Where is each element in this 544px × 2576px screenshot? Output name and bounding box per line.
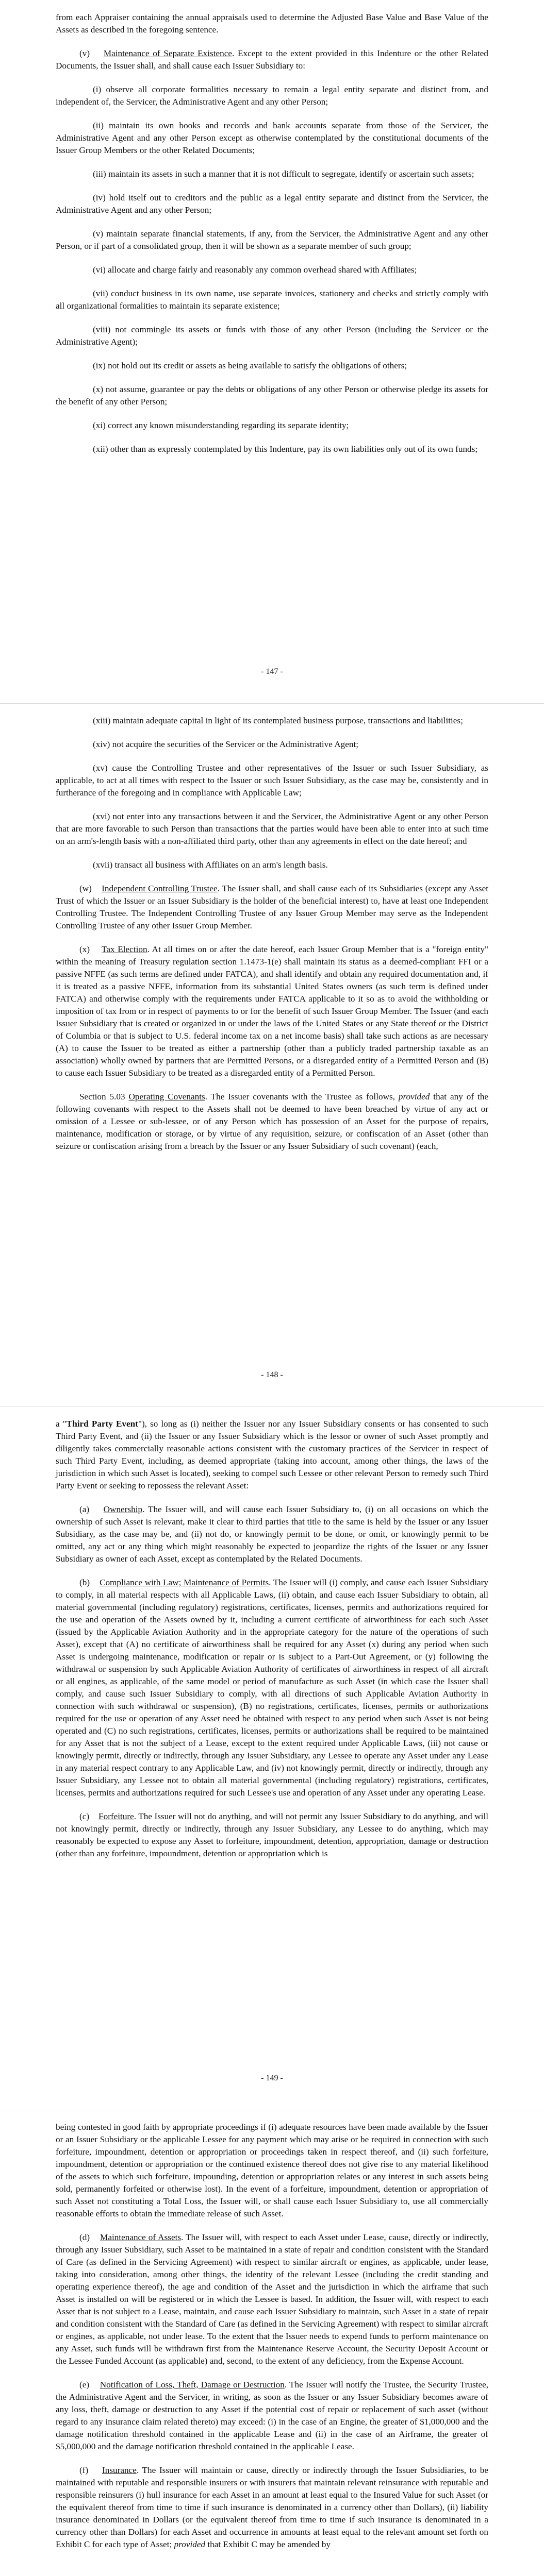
section-number: (a): [79, 1504, 90, 1514]
section-number: (x): [79, 944, 90, 954]
page-number: - 147 -: [261, 667, 283, 676]
section-heading: Operating Covenants: [128, 1092, 205, 1101]
clause-xiv: (xiv) not acquire the securities of the Servicer or the Administrative Agent;: [93, 739, 358, 749]
section-503-operating-covenants: [56, 1091, 488, 1153]
section-f-insurance: [56, 2464, 488, 2551]
section-number: (c): [79, 1811, 90, 1821]
section-number: (d): [79, 2232, 90, 2242]
section-heading: Tax Election: [102, 944, 147, 954]
section-text: . At all times on or after the date hereof, each Issuer Group Member that is a "foreign entity" within the meaning of Treasury regulation section 1.1473-1(e) shall maintain its status as a deemed-compliant FFI or a passive NFFE (as such terms are defined under FATCA), and shall identify and obtain any required documentation and, if it is treated as a passive NFFE, information from its substantial United States owners (as such term is defined under FATCA) and otherwise comply with the requirements under FATCA applicable to it so as to avoid the withholding or imposition of tax from or in respect of payments to or for the benefit of such Issuer Group Member. The Issuer (and each Issuer Subsidiary that is created or organized in or under the laws of the United States or any State thereof or the District of Columbia or that is subject to U.S. federal income tax on a net income basis) shall take such actions as are necessary (A) to cause the Issuer to be treated as either a partnership (other than a publicly traded partnership taxable as an association) wholly owned by partners that are Permitted Persons, or a disregarded entity of a Permitted Person and (B) to cause each Issuer Subsidiary to be treated as a disregarded entity of a Permitted Person.: [56, 944, 489, 1078]
section-text: . The Issuer will not do anything, and will not permit any Issuer Subsidiary to do anything, and will not knowingly permit, directly or indirectly, through any Issuer Subsidiary, any Lessee to do anything, which may reasonably be expected to expose any Asset to forfeiture, impoundment, detention, appropriation, damage or destruction (other than any forfeiture, impoundment, detention or appropriation which is: [56, 1811, 489, 1858]
section-e-notification: [56, 2379, 488, 2453]
page-147: [0, 0, 544, 703]
section-b-compliance: [56, 1577, 488, 1799]
section-heading: Forfeiture: [98, 1811, 134, 1821]
section-number: (e): [79, 2380, 90, 2389]
section-text: . The Issuer will maintain or cause, directly or indirectly through the Issuer Subsidiaries, to be maintained with reputable and responsible insurers or with insurers that maintain relevant reinsurance with reputable and responsible reinsurers (i) hull insurance for each Asset in an amount at least equal to the Insured Value for such Asset (or the equivalent thereof from time to time if such insurance is denominated in a currency other than Dollars), (ii) liability insurance denominated in Dollars (or the equivalent thereof from time to time if such insurance is denominated in a currency other than Dollars) for each Asset and occurrence in amounts at least equal to the relevant amount set forth on Exhibit C for each type of Asset;: [56, 2465, 488, 2549]
clause-ii: (ii) maintain its own books and records and bank accounts separate from those of the Servicer, the Administrative Agent and any other Person except as otherwise contemplated by the constitutional documents of the Issuer Group Members or the other Related Documents;: [56, 121, 488, 155]
section-text-cont: that Exhibit C may be amended by: [205, 2539, 331, 2549]
clause-iii: (iii) maintain its assets in such a manner that it is not difficult to segregate, identify or ascertain such assets;: [93, 169, 474, 179]
defined-term: Third Party Event: [66, 1419, 138, 1429]
paragraph-third-party-event: [56, 1418, 488, 1492]
paragraph-forfeiture-cont: being contested in good faith by appropriate proceedings if (i) adequate resources have been made available by the Issuer or an Issuer Subsidiary or the applicable Lessee for any payment which may arise or be required in connection with such forfeiture, impoundment, detention or appropriation or proceedings taken in respect thereof, and (ii) such forfeiture, impoundment, detention or appropriation or the continued existence thereof does not give rise to any material likelihood of the assets to which such forfeiture, impounding, detention or appropriation relates or any interest in such assets being sold, permanently forfeited or otherwise lost). In the event of a forfeiture, impoundment, detention or appropriation of such Asset not constituting a Total Loss, the Issuer will, or shall cause each Issuer Subsidiary to, use all commercially reasonable efforts to obtain the immediate release of such Asset.: [56, 2122, 488, 2218]
section-text: . The Issuer will, with respect to each Asset under Lease, cause, directly or indirectly, through any Issuer Subsidiary, such Asset to be maintained in a state of repair and condition consistent with the Standard of Care (as defined in the Servicing Agreement) with respect to similar aircraft or engines, as applicable, under lease, taking into consideration, among other things, the identity of the relevant Lessee (including the credit standing and operating experience thereof), the age and condition of the Asset and the jurisdiction in which the airframe that such Asset is installed on will be registered or in which the Lessee is based. In addition, the Issuer will, with respect to each Asset that is not subject to a Lease, maintain, and cause each Issuer Subsidiary to maintain, such Asset in a state of repair and condition consistent with the Standard of Care (as defined in the Servicing Agreement) with respect to similar aircraft or engines, as applicable, not under lease. To the extent that the Issuer needs to expend funds to perform maintenance on any Asset, such funds will be withdrawn first from the Maintenance Reserve Account, the Security Deposit Account or the Lessee Funded Account (as applicable) and, second, to the extent of any deficiency, from the Expense Account.: [56, 2232, 488, 2366]
clause-xii: (xii) other than as expressly contemplated by this Indenture, pay its own liabilities only out of its own funds;: [93, 444, 478, 454]
clause-vi: (vi) allocate and charge fairly and reasonably any common overhead shared with Affiliates;: [93, 265, 417, 275]
clause-i: (i) observe all corporate formalities necessary to remain a legal entity separate and distinct from, and independent of, the Servicer, the Administrative Agent and any other Person;: [56, 84, 488, 107]
section-w-independent-trustee: [56, 883, 488, 932]
section-number: (b): [79, 1578, 90, 1587]
clause-xiii: (xiii) maintain adequate capital in light of its contemplated business purpose, transactions and liabilities;: [93, 716, 463, 725]
section-text: . The Issuer will, and will cause each Issuer Subsidiary to, (i) on all occasions on which the ownership of such Asset is relevant, make it clear to third parties that title to the same is held by the Issuer or any Issuer Subsidiary, as the case may be, and (ii) not do, or knowingly permit to be done, or omit, or knowingly permit to be omitted, any act or any thing which might reasonably be expected to jeopardize the rights of the Issuer or any Issuer Subsidiary as owner of each Asset, except as contemplated by the Related Documents.: [56, 1504, 489, 1564]
provided-term: provided: [174, 2539, 206, 2549]
section-heading: Independent Controlling Trustee: [102, 884, 218, 893]
clause-iv: (iv) hold itself out to creditors and the public as a legal entity separate and distinct from the Servicer, the Administrative Agent and any other Person;: [56, 193, 488, 215]
clause-viii: (viii) not commingle its assets or funds with those of any other Person (including the Servicer or the Administrative Agent);: [56, 325, 488, 347]
page-number: - 149 -: [261, 2074, 283, 2082]
provided-term: provided: [398, 1092, 430, 1101]
section-text: . The Issuer covenants with the Trustee as follows,: [205, 1092, 399, 1101]
section-v-separate-existence: [56, 47, 488, 72]
page-148: [0, 703, 544, 1406]
section-text-cont: that any of the following covenants with respect to the Assets shall not be deemed to have been breached by virtue of any act or omission of a Lessee or sub-lessee, or of any Person which has possession of an Asset for the purpose of repairs, maintenance, modification or storage, or by virtue of any requisition, seizure, or confiscation of an Asset (other than seizure or confiscation arising from a breach by the Issuer or any Issuer Subsidiary of such covenant) (each,: [56, 1092, 488, 1151]
clause-xi: (xi) correct any known misunderstanding regarding its separate identity;: [93, 420, 349, 430]
section-number: (f): [79, 2465, 89, 2475]
clause-x: (x) not assume, guarantee or pay the debts or obligations of any other Person or otherwise pledge its assets for the benefit of any other Person;: [56, 384, 488, 406]
section-number: (w): [79, 884, 92, 893]
section-text: . The Issuer will notify the Trustee, the Security Trustee, the Administrative Agent and the Servicer, in writing, as soon as the Issuer or any Issuer Subsidiary becomes aware of any loss, theft, damage or destruction to any Asset if the potential cost of repair or replacement of such asset (without regard to any insurance claim related thereto) may exceed: (i) in the case of an Engine, the greater of $1,000,000 and the damage notification threshold contained in the applicable Lease and (ii) in the case of an Airframe, the greater of $5,000,000 and the damage notification threshold contained in the applicable Lease.: [56, 2380, 489, 2451]
section-heading: Insurance: [102, 2465, 137, 2475]
text-fragment: "), so long as (i) neither the Issuer nor any Issuer Subsidiary consents or has consented to such Third Party Event, and (ii) the Issuer or any Issuer Subsidiary which is the lessor or owner of such Asset promptly and diligently takes commercially reasonable actions consistent with the customary practices of the Servicer in respect of such Third Party Event, including, as deemed appropriate (taking into account, among other things, the laws of the jurisdiction in which such Asset is located), seeking to compel such Lessee or other relevant Person to remedy such Third Party Event or seeking to repossess the relevant Asset:: [56, 1419, 489, 1490]
clause-xvi: (xvi) not enter into any transactions between it and the Servicer, the Administrative Agent or any other Person that are more favorable to such Person than transactions that the parties would have been able to enter into at such time on an arm's-length basis with a non-affiliated third party, other than any agreements in effect on the date hereof; and: [56, 811, 488, 846]
section-heading: Notification of Loss, Theft, Damage or Destruction: [100, 2380, 285, 2389]
section-heading: Maintenance of Assets: [100, 2232, 182, 2242]
section-text: . The Issuer will (i) comply, and cause each Issuer Subsidiary to comply, in all material respects with all Applicable Laws, (ii) obtain, and cause each Issuer Subsidiary to obtain, all material governmental (including regulatory) registrations, certificates, licenses, permits and authorizations required for the use and operation of the Assets owned by it, including a current certificate of airworthiness for each such Asset (issued by the Applicable Aviation Authority and in the appropriate category for the nature of the operations of such Asset), except that (A) no certificate of airworthiness shall be required for any Asset (x) during any period when such Asset is undergoing maintenance, modification or repair or is subject to a Part-Out Agreement, or (y) following the withdrawal or suspension by such Applicable Aviation Authority of certificates of airworthiness in respect of all aircraft or all engines, as applicable, of the same model or period of manufacture as such Asset (in which case the Issuer shall comply, and cause such Issuer Subsidiary to comply, with all directions of such Applicable Aviation Authority in connection with such withdrawal or suspension), (B) no registrations, certificates, licenses, permits or authorizations required for the use or operation of any Asset need be obtained with respect to any period when such Asset is not being operated and (C) no such registrations, certificates, licenses, permits or authorizations shall be required to be maintained for any Asset that is not the subject of a Lease, except to the extent required under Applicable Laws, (iii) not cause or knowingly permit, directly or indirectly, through any Issuer Subsidiary, any Lessee to operate any Asset under any Lease in any material respect contrary to any Applicable Law, and (iv) not knowingly permit, directly or indirectly, through any Issuer Subsidiary, any Lessee not to obtain all material governmental (including regulatory) registrations, certificates, licenses, permits and authorizations required for such Lessee's use and operation of any Asset under any operating Lease.: [56, 1578, 488, 1798]
section-lead: Section 5.03: [79, 1092, 129, 1101]
section-text: . Except to the extent provided in this Indenture or the other Related Documents, the Issuer shall, and shall cause each Issuer Subsidiary to:: [56, 48, 489, 71]
clause-xv: (xv) cause the Controlling Trustee and other representatives of the Issuer or such Issuer Subsidiary, as applicable, to act at all times with respect to the Issuer or such Issuer Subsidiary, as the case may be, consistently and in furtherance of the foregoing and in compliance with Applicable Law;: [56, 763, 488, 798]
clause-vii: (vii) conduct business in its own name, use separate invoices, stationery and checks and strictly comply with all organizational formalities to maintain its separate existence;: [56, 289, 488, 311]
section-text: . The Issuer shall, and shall cause each of its Subsidiaries (except any Asset Trust of which the Issuer or an Issuer Subsidiary is the holder of the beneficial interest) to, have at least one Independent Controlling Trustee. The Independent Controlling Trustee of any Issuer Group Member may serve as the Independent Controlling Trustee of any other Issuer Group Member.: [56, 884, 489, 930]
section-heading: Ownership: [103, 1504, 143, 1514]
clause-v: (v) maintain separate financial statements, if any, from the Servicer, the Administrative Agent and any other Person, or if part of a consolidated group, then it will be shown as a separate member of such group;: [56, 229, 488, 251]
paragraph-appraisal-intro: from each Appraiser containing the annual appraisals used to determine the Adjusted Base Value and Base Value of the Assets as described in the foregoing sentence.: [56, 12, 488, 35]
page-150: [0, 2110, 544, 2576]
section-heading: Maintenance of Separate Existence: [103, 48, 232, 58]
page-149: [0, 1406, 544, 2110]
section-a-ownership: [56, 1503, 488, 1565]
section-number: (v): [79, 48, 90, 58]
section-heading: Compliance with Law; Maintenance of Permits: [99, 1578, 269, 1587]
section-x-tax-election: [56, 943, 488, 1079]
section-d-maintenance: [56, 2231, 488, 2367]
page-number: - 148 -: [261, 1370, 283, 1379]
clause-xvii: (xvii) transact all business with Affiliates on an arm's length basis.: [93, 860, 328, 870]
clause-ix: (ix) not hold out its credit or assets as being available to satisfy the obligations of others;: [93, 361, 407, 370]
text-fragment: a ": [56, 1419, 67, 1429]
section-c-forfeiture: [56, 1810, 488, 1860]
